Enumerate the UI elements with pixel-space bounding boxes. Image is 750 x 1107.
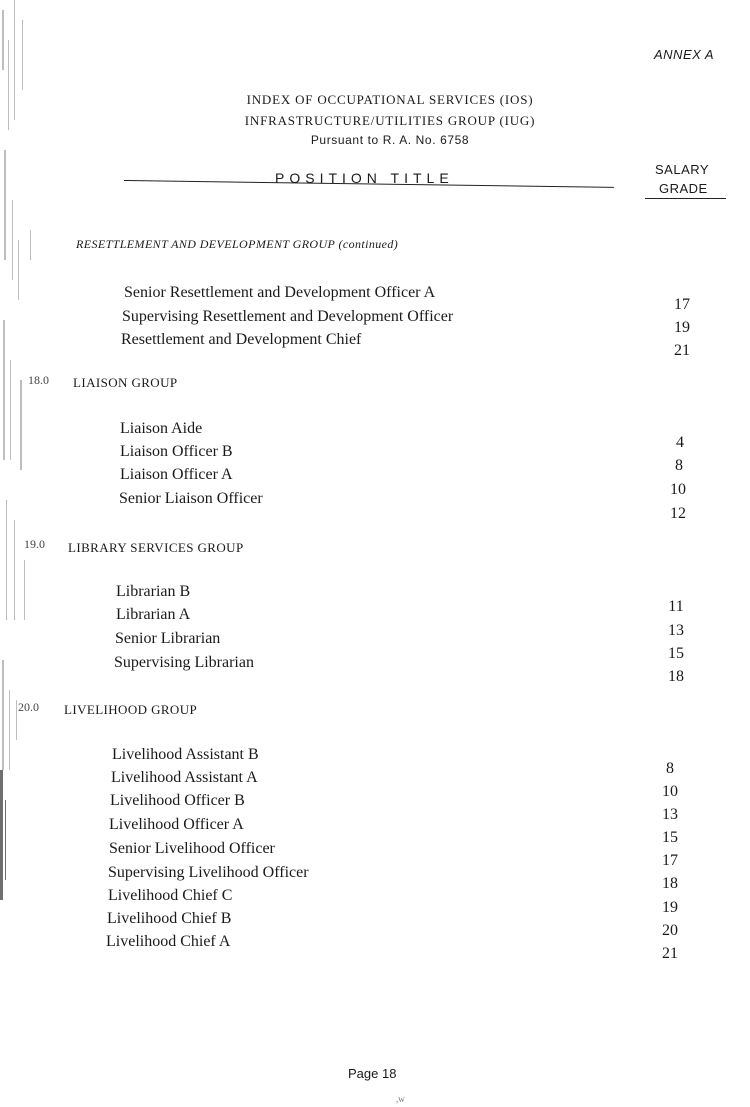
salary-grade: 18 bbox=[668, 668, 684, 685]
scan-mark: ,w bbox=[396, 1094, 405, 1104]
salary-grade: 8 bbox=[675, 457, 683, 474]
position-item: Livelihood Officer B bbox=[110, 792, 245, 809]
salary-grade: 15 bbox=[662, 829, 678, 846]
salary-grade-rule bbox=[645, 198, 726, 199]
position-item: Senior Livelihood Officer bbox=[109, 840, 275, 857]
salary-grade: 13 bbox=[662, 806, 678, 823]
salary-grade: 17 bbox=[674, 296, 690, 313]
group-number: 19.0 bbox=[24, 537, 45, 551]
position-item: Livelihood Officer A bbox=[109, 816, 244, 833]
position-item: Resettlement and Development Chief bbox=[121, 331, 362, 348]
group-heading: LIVELIHOOD GROUP bbox=[64, 702, 198, 717]
position-item: Supervising Librarian bbox=[114, 654, 254, 671]
position-item: Liaison Aide bbox=[120, 420, 203, 437]
salary-grade: 8 bbox=[666, 760, 674, 777]
position-item: Senior Resettlement and Development Officer A bbox=[124, 284, 436, 301]
salary-grade: 15 bbox=[668, 645, 684, 662]
salary-grade: 13 bbox=[668, 622, 684, 639]
position-title-header: POSITION TITLE bbox=[275, 170, 454, 186]
salary-grade: 19 bbox=[662, 899, 678, 916]
position-item: Livelihood Chief A bbox=[106, 933, 231, 950]
document-title-line2: INFRASTRUCTURE/UTILITIES GROUP (IUG) bbox=[244, 113, 536, 128]
salary-grade: 10 bbox=[670, 481, 686, 498]
position-item: Livelihood Chief C bbox=[108, 887, 233, 904]
position-item: Senior Liaison Officer bbox=[119, 490, 263, 507]
page-number: Page 18 bbox=[348, 1066, 397, 1081]
group-heading: LIAISON GROUP bbox=[73, 375, 178, 390]
group-heading: LIBRARY SERVICES GROUP bbox=[68, 540, 244, 555]
salary-grade: 18 bbox=[662, 875, 678, 892]
group-number: 18.0 bbox=[28, 373, 49, 387]
position-item: Liaison Officer A bbox=[120, 466, 233, 483]
salary-grade: 21 bbox=[662, 945, 678, 962]
salary-grade: 21 bbox=[674, 342, 690, 359]
salary-grade-header-line2: GRADE bbox=[659, 181, 708, 196]
salary-grade: 20 bbox=[662, 922, 678, 939]
position-item: Livelihood Assistant B bbox=[112, 746, 259, 763]
group-number: 20.0 bbox=[18, 700, 39, 714]
salary-grade: 19 bbox=[674, 319, 690, 336]
group-heading: RESETTLEMENT AND DEVELOPMENT GROUP (continued) bbox=[76, 237, 399, 251]
position-item: Livelihood Chief B bbox=[107, 910, 232, 927]
position-item: Supervising Resettlement and Development Officer bbox=[122, 308, 454, 325]
position-item: Liaison Officer B bbox=[120, 443, 233, 460]
salary-grade: 17 bbox=[662, 852, 678, 869]
salary-grade: 10 bbox=[662, 783, 678, 800]
salary-grade-header-line1: SALARY bbox=[655, 162, 710, 177]
annex-label: ANNEX A bbox=[654, 47, 715, 62]
position-item: Senior Librarian bbox=[115, 630, 221, 647]
document-title-line1: INDEX OF OCCUPATIONAL SERVICES (IOS) bbox=[246, 92, 534, 107]
document-subtitle: Pursuant to R. A. No. 6758 bbox=[310, 133, 470, 147]
position-item: Librarian A bbox=[116, 606, 191, 623]
position-item: Librarian B bbox=[116, 583, 191, 600]
salary-grade: 4 bbox=[676, 434, 684, 451]
salary-grade: 11 bbox=[668, 598, 684, 615]
salary-grade: 12 bbox=[670, 505, 686, 522]
position-item: Supervising Livelihood Officer bbox=[108, 864, 309, 881]
position-item: Livelihood Assistant A bbox=[111, 769, 258, 786]
